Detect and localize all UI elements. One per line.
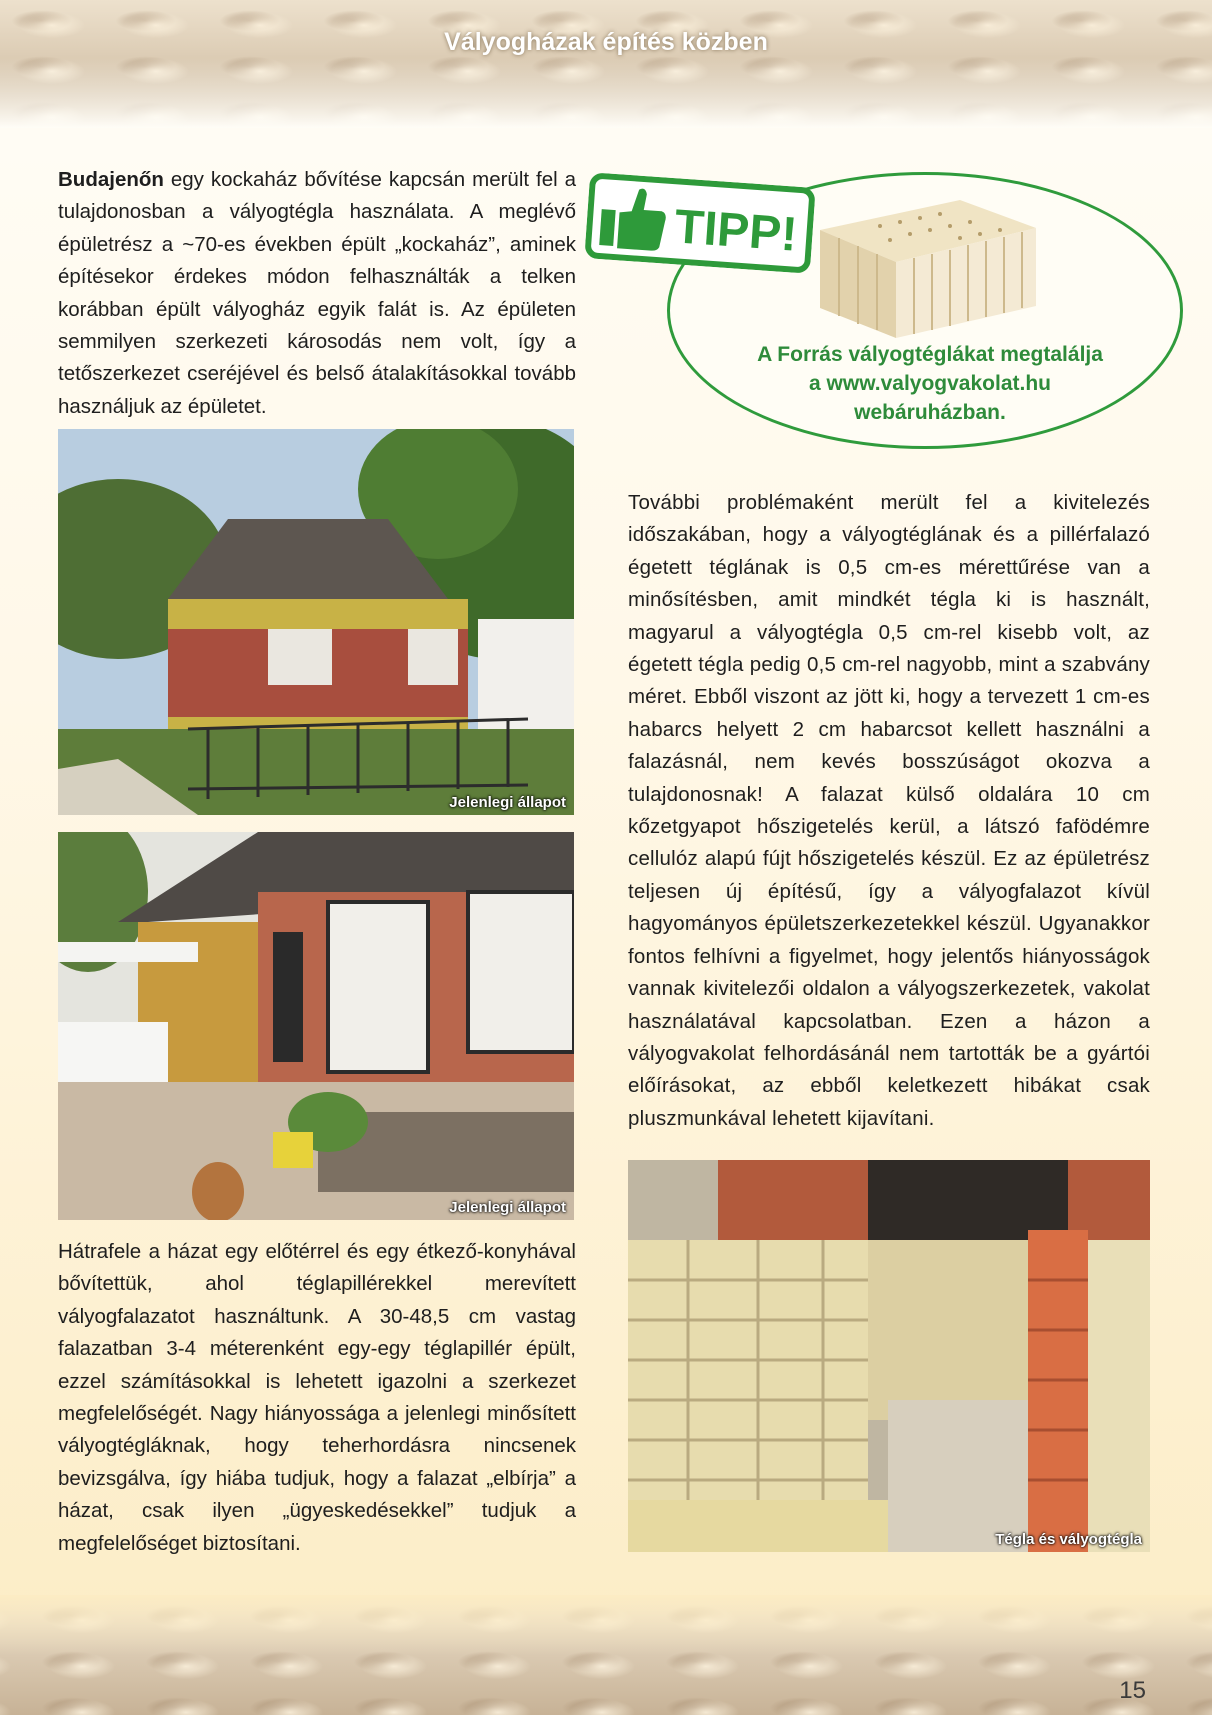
- tipp-text-line3: webáruházban.: [854, 401, 1006, 424]
- stone-wall-header: [0, 0, 1212, 128]
- valyog-brick-stack-image: [810, 190, 1042, 340]
- photo-construction-walls: [628, 1160, 1150, 1552]
- tipp-badge: [584, 172, 815, 274]
- photo3-caption: Tégla és vályogtégla: [995, 1531, 1142, 1548]
- tipp-text-line2: a www.valyogvakolat.hu: [809, 372, 1051, 395]
- photo-house-front: [58, 429, 574, 815]
- intro-paragraph: [58, 164, 576, 423]
- intro-text: egy kockaház bővítése kapcsán merült fel a tulajdonosban a vályogtégla használata. A meglévő épületrész a ~70-es években épült „kockaház”, aminek építésekor érdekes módon felhasználták a telken korábban épült vályogház egyik falát is. Az épületen semmilyen szerkezeti károsodás nem volt, így a tetőszerkezet cseréjével és belső átalakításokkal tovább használjuk az épületet.: [58, 168, 576, 418]
- page-header-title: Vályogházak építés közben: [444, 28, 768, 56]
- intro-lead: Budajenőn: [58, 168, 164, 191]
- page-number: 15: [1119, 1677, 1146, 1704]
- right-column-paragraph: További problémaként merült fel a kivitelezés időszakában, hogy a vályogtéglának és a pillérfalazó égetett téglának is 0,5 cm-es mérettűrése van a minősítésben, amit mindkét tégla ki is használt, magyarul a vályogtégla 0,5 cm-rel kisebb volt, az égetett tégla pedig 0,5 cm-rel nagyobb, mint a szabvány méret. Ebből viszont az jött ki, hogy a tervezett 1 cm-es habarcs helyett 2 cm habarcsot kellett használni a falazásnál, nem kevés bosszúságot okozva a tulajdonosnak! A falazat külső oldalára 10 cm kőzetgyapot hőszigetelés kerül, a látszó fafödémre cellulóz alapú fújt hőszigetelés készül. Ez az épületrész teljesen új építésű, így a vályogfalazot kívül hagyományos épületszerkezetekkel készül. Ugyanakkor fontos felhívni a figyelmet, hogy jelentős hiányosságok vannak kivitelezői oldalon a vályogszerkezetek, vakolat használatával kapcsolatban. Ezen a házon a vályogvakolat felhordásánál nem tartották be a gyártói előírásokat, az ebből keletkezett hibákat csak pluszmunkával lehetett kijavítani.: [628, 491, 1150, 1130]
- tipp-text-line1: A Forrás vályogtéglákat megtalálja: [757, 343, 1103, 366]
- photo2-caption: Jelenlegi állapot: [449, 1199, 566, 1216]
- bottom-left-paragraph: Hátrafele a házat egy előtérrel és egy étkező-konyhával bővítettük, ahol téglapillérekkel merevített vályogfalazatot használtunk. A 30-48,5 cm vastag falazatban 3-4 méterenként egy-egy téglapillér épült, ezzel számításokkal is lehetett igazolni a szerkezet megfelelőségét. Nagy hiányossága a jelenlegi minősített vályogtégláknak, hogy teherhordásra nincsenek bevizsgálva, így hiába tudjuk, hogy a falazat „elbírja” a házat, csak ilyen „ügyeskedésekkel” tudjuk a megfelelőséget biztosítani.: [58, 1240, 576, 1555]
- stone-wall-footer: [0, 1595, 1212, 1715]
- tipp-text: [690, 340, 1170, 427]
- photo-house-back: [58, 832, 574, 1220]
- tipp-badge-label: TIPP!: [672, 200, 799, 262]
- photo1-caption: Jelenlegi állapot: [449, 794, 566, 811]
